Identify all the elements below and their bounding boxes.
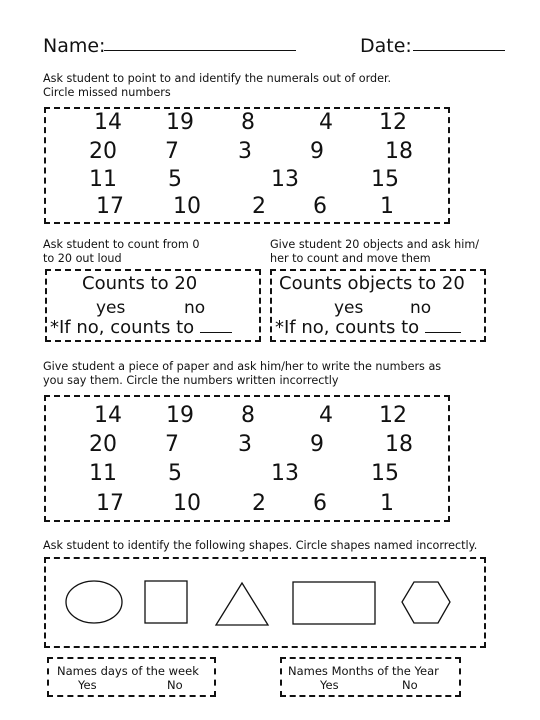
counts-to-20-if-no-label: *If no, counts to xyxy=(50,317,195,338)
square-icon xyxy=(144,580,190,626)
numeral: 15 xyxy=(371,461,399,486)
numeral: 14 xyxy=(94,403,122,428)
counts-to-20-no[interactable]: no xyxy=(184,298,206,318)
numeral: 17 xyxy=(96,491,124,516)
numeral: 3 xyxy=(238,139,252,164)
numeral: 14 xyxy=(94,110,122,135)
rectangle-icon xyxy=(292,581,378,627)
numeral: 5 xyxy=(168,167,182,192)
days-of-week-yes[interactable]: Yes xyxy=(78,678,97,692)
numeral: 19 xyxy=(166,110,194,135)
name-label: Name: xyxy=(43,35,106,57)
numeral: 1 xyxy=(380,491,394,516)
count-aloud-instruction-line1: Ask student to count from 0 xyxy=(43,238,200,251)
section1-instruction-line2: Circle missed numbers xyxy=(43,86,171,99)
numeral: 6 xyxy=(313,194,327,219)
numeral: 1 xyxy=(380,194,394,219)
count-objects-instruction-line1: Give student 20 objects and ask him/ xyxy=(270,238,480,251)
section1-instruction-line1: Ask student to point to and identify the numerals out of order. xyxy=(43,72,392,85)
count-aloud-instruction-line2: to 20 out loud xyxy=(43,252,122,265)
numeral: 7 xyxy=(165,432,179,457)
section3-instruction-line2: you say them. Circle the numbers written incorrectly xyxy=(43,374,339,387)
months-of-year-no[interactable]: No xyxy=(402,678,418,692)
numeral: 9 xyxy=(310,432,324,457)
counts-to-20-blank[interactable] xyxy=(200,318,232,333)
numeral: 6 xyxy=(313,491,327,516)
numeral: 9 xyxy=(310,139,324,164)
counts-objects-if-no xyxy=(275,317,461,339)
numeral: 10 xyxy=(173,491,201,516)
numeral: 2 xyxy=(252,491,266,516)
numeral: 13 xyxy=(271,167,299,192)
numeral: 11 xyxy=(89,461,117,486)
days-of-week-title: Names days of the week xyxy=(57,664,199,678)
counts-objects-blank[interactable] xyxy=(425,318,461,333)
counts-objects-yes[interactable]: yes xyxy=(334,298,364,318)
name-field-line[interactable] xyxy=(104,50,296,51)
numeral: 17 xyxy=(96,194,124,219)
counts-to-20-title: Counts to 20 xyxy=(82,273,198,294)
numeral: 15 xyxy=(371,167,399,192)
section3-instruction-line1: Give student a piece of paper and ask him/her to write the numbers as xyxy=(43,360,442,373)
date-field-line[interactable] xyxy=(413,50,505,51)
numeral: 12 xyxy=(379,110,407,135)
numeral: 4 xyxy=(319,110,333,135)
oval-icon xyxy=(65,580,125,626)
days-of-week-no[interactable]: No xyxy=(167,678,183,692)
numeral: 7 xyxy=(165,139,179,164)
counts-objects-if-no-label: *If no, counts to xyxy=(275,317,420,338)
numeral: 5 xyxy=(168,461,182,486)
numeral: 13 xyxy=(271,461,299,486)
counts-to-20-yes[interactable]: yes xyxy=(96,298,126,318)
shapes-instruction: Ask student to identify the following shapes. Circle shapes named incorrectly. xyxy=(43,539,478,552)
numeral: 2 xyxy=(252,194,266,219)
numeral: 20 xyxy=(89,432,117,457)
counts-objects-title: Counts objects to 20 xyxy=(279,273,465,294)
counts-objects-no[interactable]: no xyxy=(410,298,432,318)
numeral: 4 xyxy=(319,403,333,428)
numeral: 20 xyxy=(89,139,117,164)
count-objects-instruction-line2: her to count and move them xyxy=(270,252,431,265)
counts-to-20-if-no xyxy=(50,317,232,339)
numeral: 19 xyxy=(166,403,194,428)
numeral: 11 xyxy=(89,167,117,192)
months-of-year-title: Names Months of the Year xyxy=(288,664,439,678)
numeral: 8 xyxy=(241,110,255,135)
numeral: 8 xyxy=(241,403,255,428)
triangle-icon xyxy=(214,581,270,627)
numeral: 12 xyxy=(379,403,407,428)
hexagon-icon xyxy=(401,580,453,626)
date-label: Date: xyxy=(360,35,412,57)
numeral: 18 xyxy=(385,432,413,457)
months-of-year-yes[interactable]: Yes xyxy=(320,678,339,692)
numeral: 18 xyxy=(385,139,413,164)
numeral: 10 xyxy=(173,194,201,219)
numeral: 3 xyxy=(238,432,252,457)
